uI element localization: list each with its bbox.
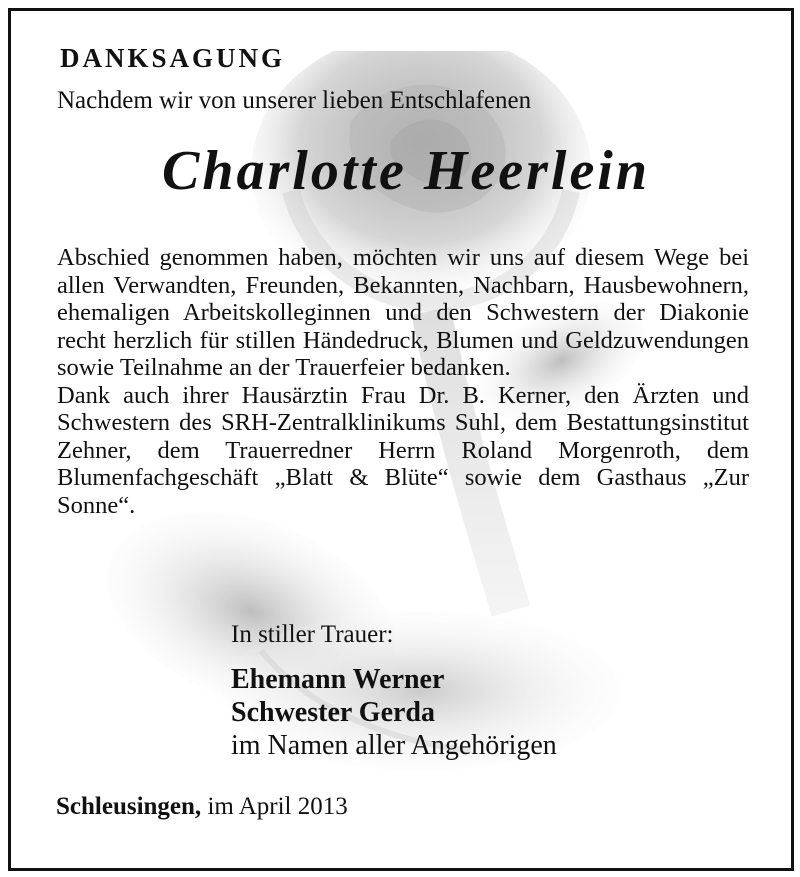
thanks-paragraph-2: Dank auch ihrer Hausärztin Frau Dr. B. Kerner, den Ärzten und Schwestern des SRH-Zentralklinikums Suhl, dem Bestattungsinstitut Zehner, dem Trauerredner Herrn Roland Morgenroth, dem Blumenfachgeschäft „Blatt & Blüte“ sowie dem Gasthaus „Zur Sonne“. (57, 381, 749, 519)
signer-husband: Ehemann Werner (231, 664, 445, 695)
notice-heading: DANKSAGUNG (60, 43, 286, 73)
obituary-notice (8, 8, 794, 871)
deceased-name: Charlotte Heerlein (162, 140, 650, 202)
signature-block (231, 621, 557, 762)
signer-note: im Namen aller Angehörigen (231, 730, 557, 761)
notice-content (11, 11, 791, 868)
signer-sister: Schwester Gerda (231, 697, 435, 728)
date: im April 2013 (207, 793, 348, 820)
place-date (56, 793, 348, 821)
intro-line: Nachdem wir von unserer lieben Entschlafenen (57, 87, 532, 114)
thanks-paragraph-1: Abschied genommen haben, möchten wir uns auf diesem Wege bei allen Verwandten, Freunden, Bekannten, Nachbarn, Hausbewohnern, ehemaligen Arbeitskolleginnen und den Schwestern der Diakonie recht herzlich für stillen Händedruck, Blumen und Geldzuwendungen sowie Teilnahme an der Trauerfeier bedanken. (57, 244, 749, 381)
place: Schleusingen, (56, 793, 202, 820)
thanks-text (57, 244, 749, 519)
mourning-line: In stiller Trauer: (231, 621, 394, 648)
